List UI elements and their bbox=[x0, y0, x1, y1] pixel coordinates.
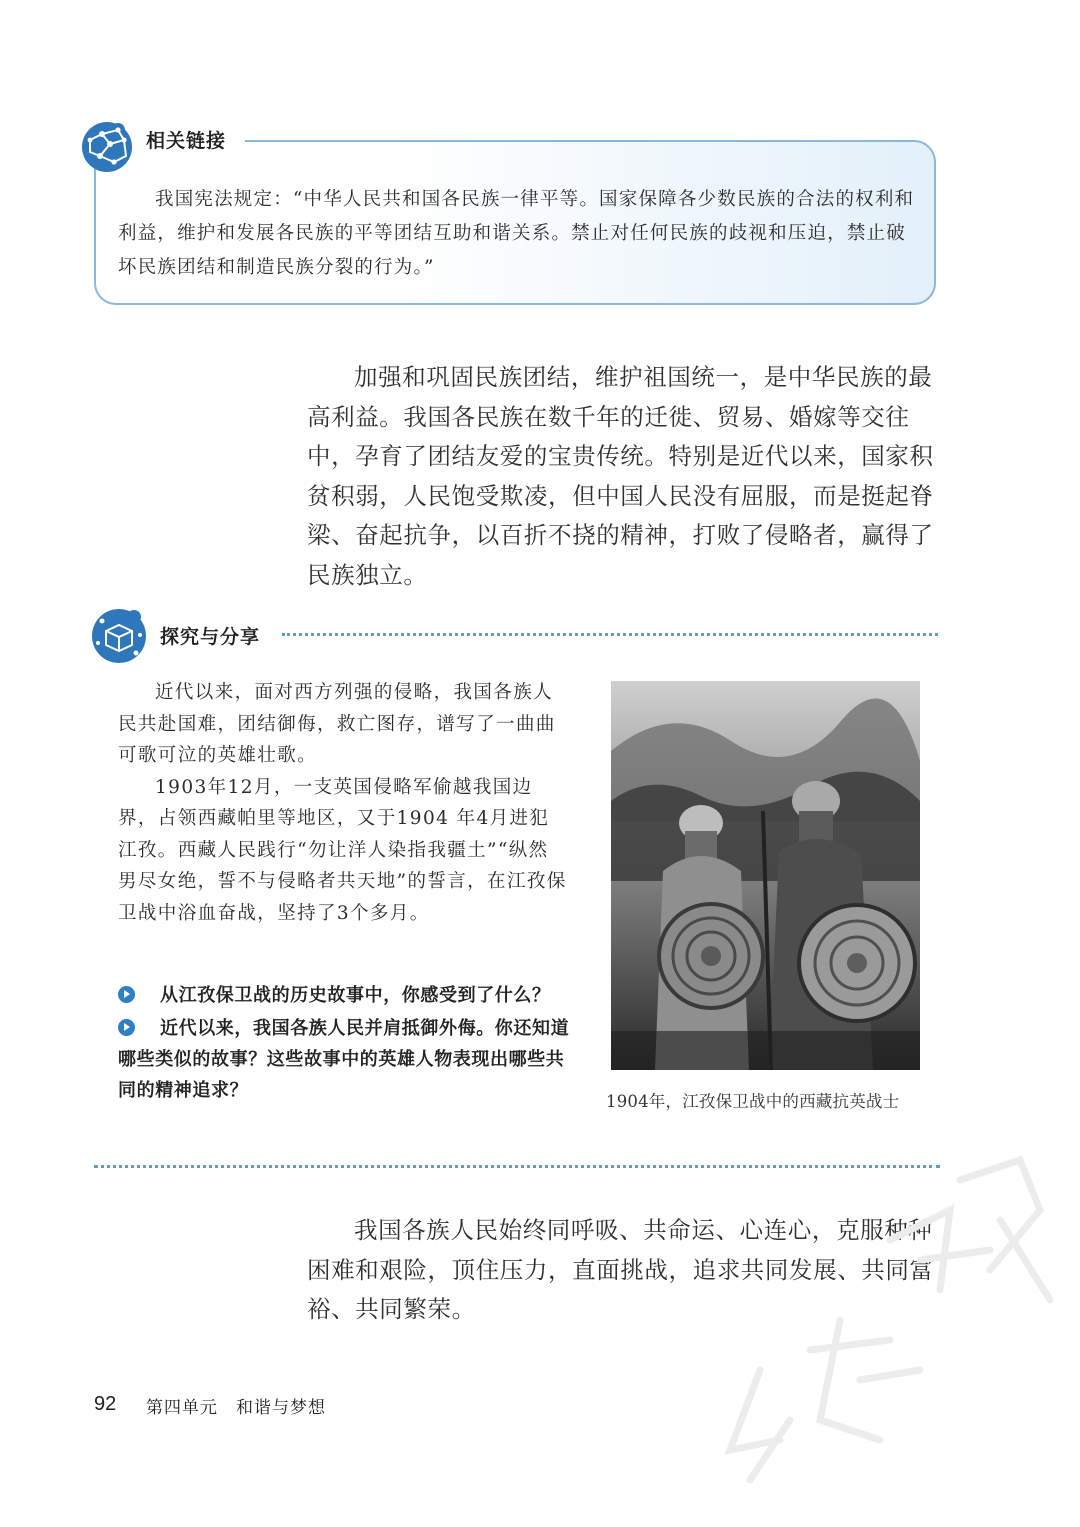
dotted-divider-top bbox=[282, 633, 938, 636]
question-item bbox=[118, 980, 570, 1011]
question-text-1: 从江孜保卫战的历史故事中，你感受到了什么？ bbox=[160, 985, 551, 1006]
explore-cube-icon bbox=[90, 607, 148, 665]
network-globe-icon bbox=[80, 118, 136, 174]
question-text-2: 近代以来，我国各族人民并肩抵御外侮。你还知道哪些类似的故事？这些故事中的英雄人物表现出哪些共同的精神追求？ bbox=[118, 1018, 570, 1101]
related-link-text: 我国宪法规定：“中华人民共和国各民族一律平等。国家保障各少数民族的合法的权利和利益，维护和发展各民族的平等团结互助和谐关系。禁止对任何民族的歧视和压迫，禁止破坏民族团结和制造民族分裂的行为。” bbox=[118, 189, 915, 278]
main-paragraph-1: 加强和巩固民族团结，维护祖国统一，是中华民族的最高利益。我国各民族在数千年的迁徙、贸易、婚嫁等交往中，孕育了团结友爱的宝贵传统。特别是近代以来，国家积贫积弱，人民饱受欺凌，但中国人民没有屈服，而是挺起脊梁、奋起抗争，以百折不挠的精神，打败了侵略者，赢得了民族独立。 bbox=[307, 363, 934, 589]
arrow-bullet-icon bbox=[118, 986, 135, 1003]
arrow-bullet-icon bbox=[118, 1019, 135, 1036]
question-list bbox=[118, 980, 570, 1108]
explore-paragraph-2: 1903年12月，一支英国侵略军偷越我国边界，占领西藏帕里等地区，又于1904 年4月进犯江孜。西藏人民践行“勿让洋人染指我疆土”“纵然男尽女绝，誓不与侵略者共天地”的誓言，在江孜保卫战中浴血奋战，坚持了3个多月。 bbox=[118, 776, 567, 924]
watermark-seal bbox=[690, 1120, 1080, 1527]
explore-paragraph-1: 近代以来，面对西方列强的侵略，我国各族人民共赴国难，团结御侮，救亡图存，谱写了一曲曲可歌可泣的英雄壮歌。 bbox=[118, 682, 556, 766]
question-item bbox=[118, 1013, 570, 1106]
explore-title: 探究与分享 bbox=[160, 626, 261, 648]
historical-photo bbox=[611, 681, 920, 1070]
photo-caption: 1904年，江孜保卫战中的西藏抗英战士 bbox=[606, 1092, 900, 1111]
unit-title: 第四单元 和谐与梦想 bbox=[146, 1398, 326, 1418]
related-link-title: 相关链接 bbox=[146, 130, 227, 152]
page-number: 92 bbox=[94, 1393, 117, 1415]
explore-text bbox=[118, 677, 568, 929]
main-paragraph-2: 我国各族人民始终同呼吸、共命运、心连心，克服种种困难和艰险，顶住压力，直面挑战，追求共同发展、共同富裕、共同繁荣。 bbox=[307, 1216, 934, 1323]
